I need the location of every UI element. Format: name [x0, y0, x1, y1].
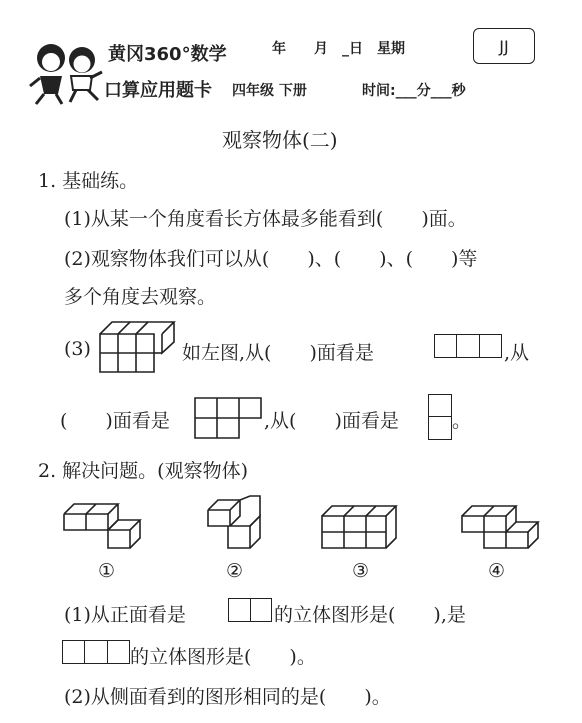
three-square-row [434, 334, 502, 358]
question-2-2: (2)从侧面看到的图形相同的是( )。 [64, 686, 391, 708]
time-line: 时间:___分___秒 [362, 83, 466, 99]
question-1-3-line2a: ( )面看是 [60, 410, 170, 432]
question-1-3-text: 如左图,从( )面看是 [182, 342, 374, 364]
date-line: 年 月 _日 星期 [272, 41, 405, 57]
question-1-3-from: ,从 [504, 342, 530, 364]
page-title: 观察物体(二) [222, 128, 338, 152]
figure-label-4: ④ [488, 560, 506, 582]
question-2-1-c: 的立体图形是( )。 [130, 646, 316, 668]
l-shape-view [193, 396, 263, 444]
two-square-row [228, 598, 272, 622]
question-1-2-line2: 多个角度去观察。 [64, 286, 217, 308]
question-1-1: (1)从某一个角度看长方体最多能看到( )面。 [64, 208, 467, 230]
figure-label-3: ③ [352, 560, 370, 582]
brand-subtitle: 口算应用题卡 [104, 80, 212, 101]
question-1-3-label: (3) [64, 338, 91, 360]
solid-figure-3 [320, 502, 404, 554]
section1-heading: 1. 基础练。 [38, 170, 139, 192]
grade-label: 四年级 下册 [232, 83, 307, 99]
three-square-row-2 [62, 640, 130, 664]
question-1-3-line2b: ,从( )面看是 [264, 410, 399, 432]
section2-heading: 2. 解决问题。(观察物体) [38, 460, 248, 482]
question-2-1-b: 的立体图形是( ),是 [274, 604, 466, 626]
code-badge: JJ [473, 28, 535, 64]
solid-figure-4 [460, 502, 544, 554]
question-1-3-end: 。 [452, 410, 472, 432]
question-1-2-line1: (2)观察物体我们可以从( )、( )、( )等 [64, 248, 478, 270]
brand-title: 黄冈360°数学 [108, 44, 227, 65]
solid-figure-2 [204, 494, 264, 554]
solid-figure-1 [62, 500, 152, 554]
figure-label-1: ① [98, 560, 116, 582]
kids-logo-icon [26, 38, 106, 106]
stack-view [428, 394, 452, 440]
figure-label-2: ② [226, 560, 244, 582]
cube-figure-icon [98, 316, 180, 378]
question-2-1-a: (1)从正面看是 [64, 604, 186, 626]
